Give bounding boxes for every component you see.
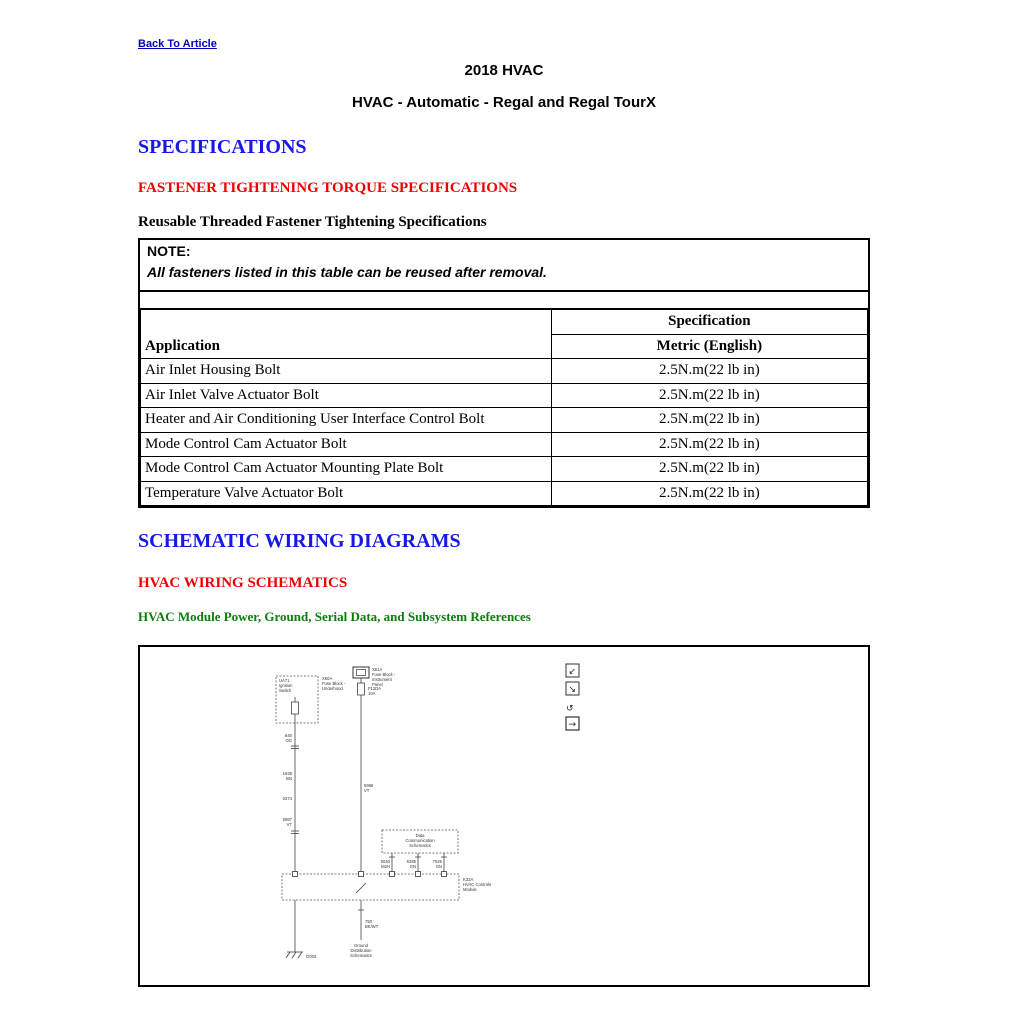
table-row [141, 408, 868, 433]
data-communication-box [382, 830, 458, 853]
cell-metric: 2.5N.m(22 lb in) [551, 432, 867, 457]
wire-label: 640 [285, 733, 292, 738]
component-label: Panel [372, 682, 383, 687]
fastener-torque-heading: FASTENER TIGHTENING TORQUE SPECIFICATIONS [138, 180, 518, 196]
table-row [141, 383, 868, 408]
wire-label: GN [435, 864, 442, 869]
spec-table [140, 308, 868, 506]
component-label: Instrument [372, 677, 392, 682]
column-header-metric: Metric (English) [551, 334, 867, 359]
wire-label: 5040 [380, 859, 390, 864]
component-label: Module [463, 887, 477, 892]
wire-label: BN [286, 776, 292, 781]
column-header-specification: Specification [551, 309, 867, 334]
zoom-out-icon[interactable]: ↙ [568, 667, 577, 677]
content-column [138, 0, 870, 987]
wire-label: 7545 [432, 859, 442, 864]
open-diagram-icon[interactable]: → [568, 720, 577, 730]
diagram-controls [566, 664, 579, 730]
component-label: K33A [463, 877, 474, 882]
cell-metric: 2.5N.m(22 lb in) [551, 457, 867, 482]
table-row [141, 432, 868, 457]
cell-application: Mode Control Cam Actuator Bolt [141, 432, 552, 457]
schematic-wiring-heading: SCHEMATIC WIRING DIAGRAMS [138, 530, 461, 552]
fastener-spec-table [138, 238, 870, 508]
component-label: X51A [372, 667, 383, 672]
zoom-in-icon[interactable]: ↘ [568, 685, 577, 695]
reference-label: Ground [354, 943, 368, 948]
cell-application: Heater and Air Conditioning User Interface Control Bolt [141, 408, 552, 433]
component-label: Communication [405, 838, 435, 843]
table-title: Reusable Threaded Fastener Tightening Specifications [138, 214, 487, 230]
doc-title: 2018 HVAC [464, 62, 544, 79]
wire-label: VT [286, 822, 292, 827]
reference-label: Schematics [350, 953, 372, 958]
fuse-label: F12DA [368, 686, 382, 691]
reference-label: Distribution [350, 948, 372, 953]
note-text: All fasteners listed in this table can be reused after removal. [147, 264, 547, 280]
wire-label: OG [285, 738, 292, 743]
specifications-heading: SPECIFICATIONS [138, 136, 307, 158]
fuse-label: 10A [368, 691, 376, 696]
component-label: X50A [322, 676, 333, 681]
wire-label: 0374 [282, 796, 292, 801]
cell-metric: 2.5N.m(22 lb in) [551, 481, 867, 506]
component-label: Ignition [279, 683, 293, 688]
component-label: Data [415, 833, 425, 838]
wire-label: 5987 [282, 817, 292, 822]
table-row [141, 457, 868, 482]
wire-label: GN [409, 864, 416, 869]
hvac-controls-module [282, 872, 491, 901]
wire-label: 750 [365, 919, 372, 924]
fuse-block-underhood [276, 676, 346, 723]
component-label: Fuse Block - [322, 681, 346, 686]
component-label: HVAC Controls [463, 882, 492, 887]
wiring-diagram-frame [138, 645, 870, 987]
wiring-diagram-svg [140, 647, 868, 985]
wire-label: 1939 [282, 771, 292, 776]
diagram-title: HVAC Module Power, Ground, Serial Data, and Subsystem References [138, 609, 531, 624]
ground-label: G003 [306, 954, 317, 959]
cell-metric: 2.5N.m(22 lb in) [551, 408, 867, 433]
wire-label: M2H [381, 864, 390, 869]
note-box [140, 240, 868, 292]
ground-wire [286, 900, 317, 959]
component-label: UA71 [279, 678, 290, 683]
table-header-row [141, 309, 868, 334]
wire-label: 5285 [406, 859, 416, 864]
back-to-article-link[interactable]: Back To Article [138, 38, 217, 50]
wire-label: 5986 [364, 783, 374, 788]
serial-data-wires [381, 853, 447, 874]
cell-application: Air Inlet Valve Actuator Bolt [141, 383, 552, 408]
hvac-wiring-heading: HVAC WIRING SCHEMATICS [138, 575, 348, 591]
component-label: Schematics [409, 843, 431, 848]
wire-label: BK/WT [365, 924, 379, 929]
table-row [141, 359, 868, 384]
column-header-application: Application [141, 309, 552, 359]
fuse-block-instrument-panel [353, 667, 396, 696]
component-label: Underhood [322, 686, 343, 691]
power-wire-left [283, 723, 299, 874]
wire-label: VT [364, 788, 370, 793]
bottom-reference-wire [350, 900, 379, 958]
doc-subtitle: HVAC - Automatic - Regal and Regal TourX [352, 94, 656, 111]
cell-metric: 2.5N.m(22 lb in) [551, 383, 867, 408]
note-label: NOTE: [147, 243, 191, 259]
table-row [141, 481, 868, 506]
cell-application: Air Inlet Housing Bolt [141, 359, 552, 384]
table-spacer [140, 292, 868, 308]
rotate-icon[interactable]: ↺ [566, 704, 574, 714]
cell-application: Temperature Valve Actuator Bolt [141, 481, 552, 506]
component-label: Switch [279, 688, 292, 693]
cell-application: Mode Control Cam Actuator Mounting Plate Bolt [141, 457, 552, 482]
power-wire-middle [361, 695, 374, 874]
component-label: Fuse Block - [372, 672, 396, 677]
cell-metric: 2.5N.m(22 lb in) [551, 359, 867, 384]
